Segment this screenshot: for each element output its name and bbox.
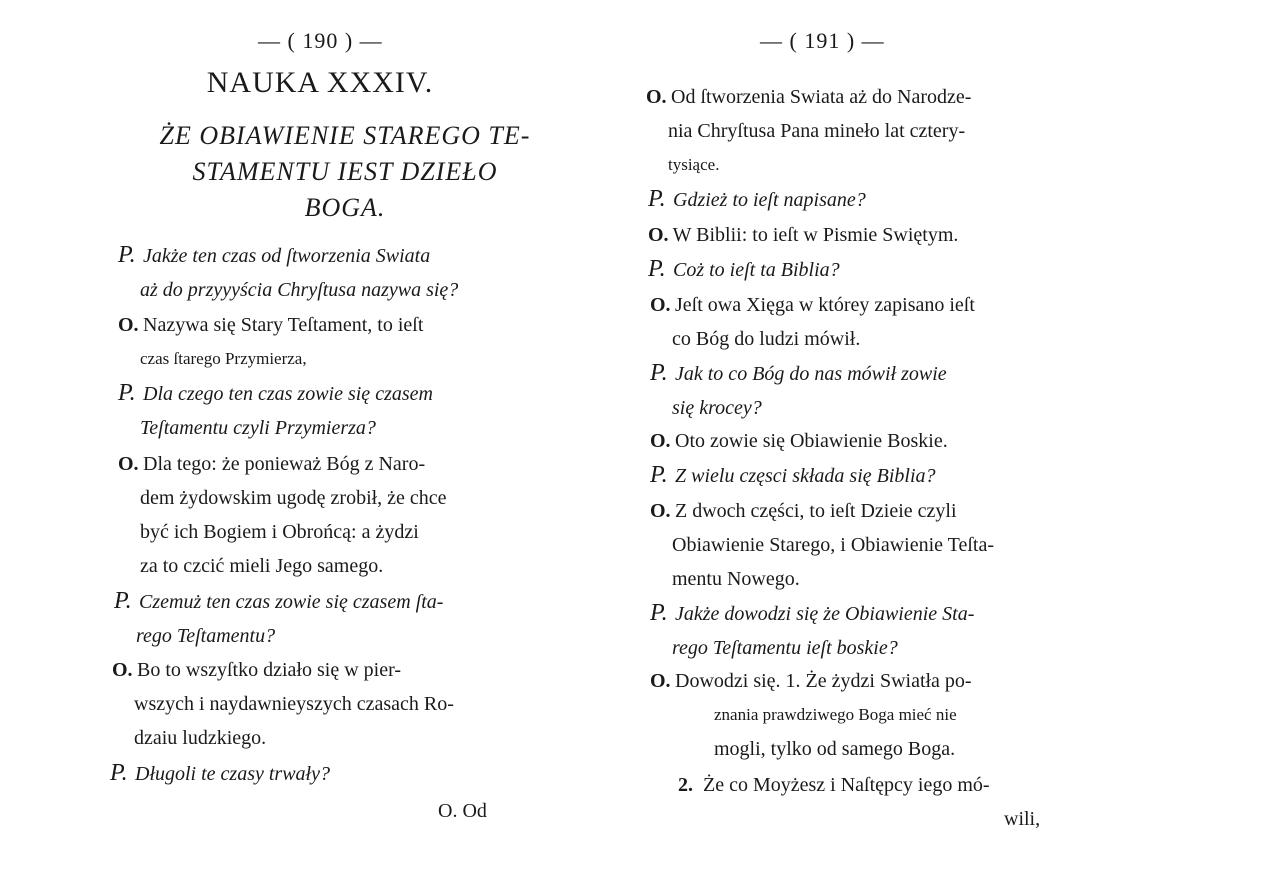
- entry-line: się krocey?: [672, 397, 762, 419]
- entry-line: co Bóg do ludzi mówił.: [672, 328, 861, 350]
- answer-entry: [650, 494, 994, 596]
- entry-marker: P.: [648, 186, 666, 212]
- entry-line: Czemuż ten czas zowie się czasem ſta-: [139, 591, 444, 613]
- answer-entry: [118, 308, 423, 376]
- entry-line: znania prawdziwego Boga mieć nie: [714, 705, 957, 724]
- entry-marker: P.: [114, 588, 132, 614]
- question-entry: [648, 252, 840, 287]
- entry-line: Z dwoch części, to ieſt Dzieie czyli: [675, 500, 957, 522]
- entry-line: tysiące.: [668, 155, 720, 174]
- question-entry: [114, 584, 443, 653]
- entry-line: Jeſt owa Xięga w którey zapisano ieſt: [675, 294, 975, 316]
- answer-entry: [650, 664, 972, 766]
- entry-line: Dla tego: że ponieważ Bóg z Naro-: [143, 453, 426, 475]
- entry-marker: O.: [118, 314, 139, 336]
- entry-marker: O.: [112, 659, 133, 681]
- entry-line: Bo to wszyſtko działo się w pier-: [137, 659, 401, 681]
- entry-line: Obiawienie Starego, i Obiawienie Teſta-: [672, 534, 995, 556]
- answer-entry: [118, 447, 447, 583]
- entry-line: za to czcić mieli Jego samego.: [140, 555, 384, 577]
- entry-marker: P.: [650, 600, 668, 626]
- entry-marker: P.: [650, 462, 668, 488]
- entry-marker: O.: [650, 294, 671, 316]
- entry-line: rego Teſtamentu ieſt boskie?: [672, 637, 898, 659]
- entry-marker: O.: [650, 500, 671, 522]
- entry-line: wili,: [1004, 808, 1041, 830]
- answer-entry: [648, 218, 958, 252]
- entry-line: Oto zowie się Obiawienie Boskie.: [675, 430, 948, 452]
- question-entry: [118, 238, 458, 307]
- entry-line: dem żydowskim ugodę zrobił, że chce: [140, 487, 447, 509]
- entry-line: Jakże dowodzi się że Obiawienie Sta-: [675, 603, 975, 625]
- answer-entry: [112, 653, 454, 755]
- entry-line: Z wielu częsci składa się Biblia?: [675, 465, 936, 487]
- entry-line: Dowodzi się. 1. Że żydzi Swiatła po-: [675, 670, 972, 692]
- entry-line: nia Chryſtusa Pana mineło lat cztery-: [668, 120, 966, 142]
- entry-line: rego Teſtamentu?: [136, 625, 276, 647]
- answer-entry: [650, 288, 975, 356]
- entry-line: aż do przyyyścia Chryſtusa nazywa się?: [140, 279, 459, 301]
- entry-line: mentu Nowego.: [672, 568, 800, 590]
- entry-line: mogli, tylko od samego Boga.: [714, 738, 956, 760]
- entry-line: Teſtamentu czyli Przymierza?: [140, 417, 376, 439]
- entry-marker: O.: [650, 670, 671, 692]
- entry-line: wszych i naydawnieyszych czasach Ro-: [134, 693, 454, 715]
- entry-line: Nazywa się Stary Teſtament, to ieſt: [143, 314, 424, 336]
- entry-line: Długoli te czasy trwały?: [135, 763, 330, 785]
- catchword: O. Od: [438, 800, 487, 822]
- entry-line: Jakże ten czas od ſtworzenia Swiata: [143, 245, 431, 267]
- question-entry: [650, 356, 947, 425]
- lesson-subtitle: [100, 118, 590, 226]
- entry-line: dzaiu ludzkiego.: [134, 727, 267, 749]
- lesson-title: NAUKA XXXIV.: [206, 66, 434, 99]
- answer-entry: [678, 768, 1040, 836]
- entry-line: Jak to co Bóg do nas mówił zowie: [675, 363, 947, 385]
- entry-line: Gdzież to ieſt napisane?: [673, 189, 866, 211]
- page-number-left: — ( 190 ) —: [258, 28, 383, 53]
- entry-marker: P.: [648, 256, 666, 282]
- entry-line: Dla czego ten czas zowie się czasem: [143, 383, 433, 405]
- answer-entry: [650, 424, 948, 458]
- entry-marker: 2.: [678, 774, 693, 796]
- entry-line: być ich Bogiem i Obrońcą: a żydzi: [140, 521, 419, 543]
- entry-marker: O.: [648, 224, 669, 246]
- right-page: [630, 0, 1263, 893]
- entry-line: Coż to ieſt ta Biblia?: [673, 259, 840, 281]
- entry-line: W Biblii: to ieſt w Pismie Swiętym.: [672, 224, 959, 246]
- left-page: [0, 0, 620, 893]
- entry-marker: P.: [118, 380, 136, 406]
- question-entry: [648, 182, 866, 217]
- answer-entry: [646, 80, 971, 182]
- entry-marker: P.: [110, 760, 128, 786]
- question-entry: [650, 596, 974, 665]
- entry-line: czas ſtarego Przymierza,: [140, 349, 307, 368]
- entry-line: Od ſtworzenia Swiata aż do Narodze-: [671, 86, 972, 108]
- entry-marker: P.: [650, 360, 668, 386]
- subtitle-line: BOGA.: [304, 193, 386, 222]
- entry-marker: O.: [118, 453, 139, 475]
- page-number-right: — ( 191 ) —: [760, 28, 885, 53]
- entry-marker: P.: [118, 242, 136, 268]
- question-entry: [110, 756, 330, 791]
- entry-line: Że co Moyżesz i Naſtępcy iego mó-: [703, 774, 990, 796]
- question-entry: [118, 376, 433, 445]
- entry-marker: O.: [646, 86, 667, 108]
- subtitle-line: ŻE OBIAWIENIE STAREGO TE-: [159, 121, 531, 150]
- question-entry: [650, 458, 936, 493]
- subtitle-line: STAMENTU IEST DZIEŁO: [192, 157, 498, 186]
- entry-marker: O.: [650, 430, 671, 452]
